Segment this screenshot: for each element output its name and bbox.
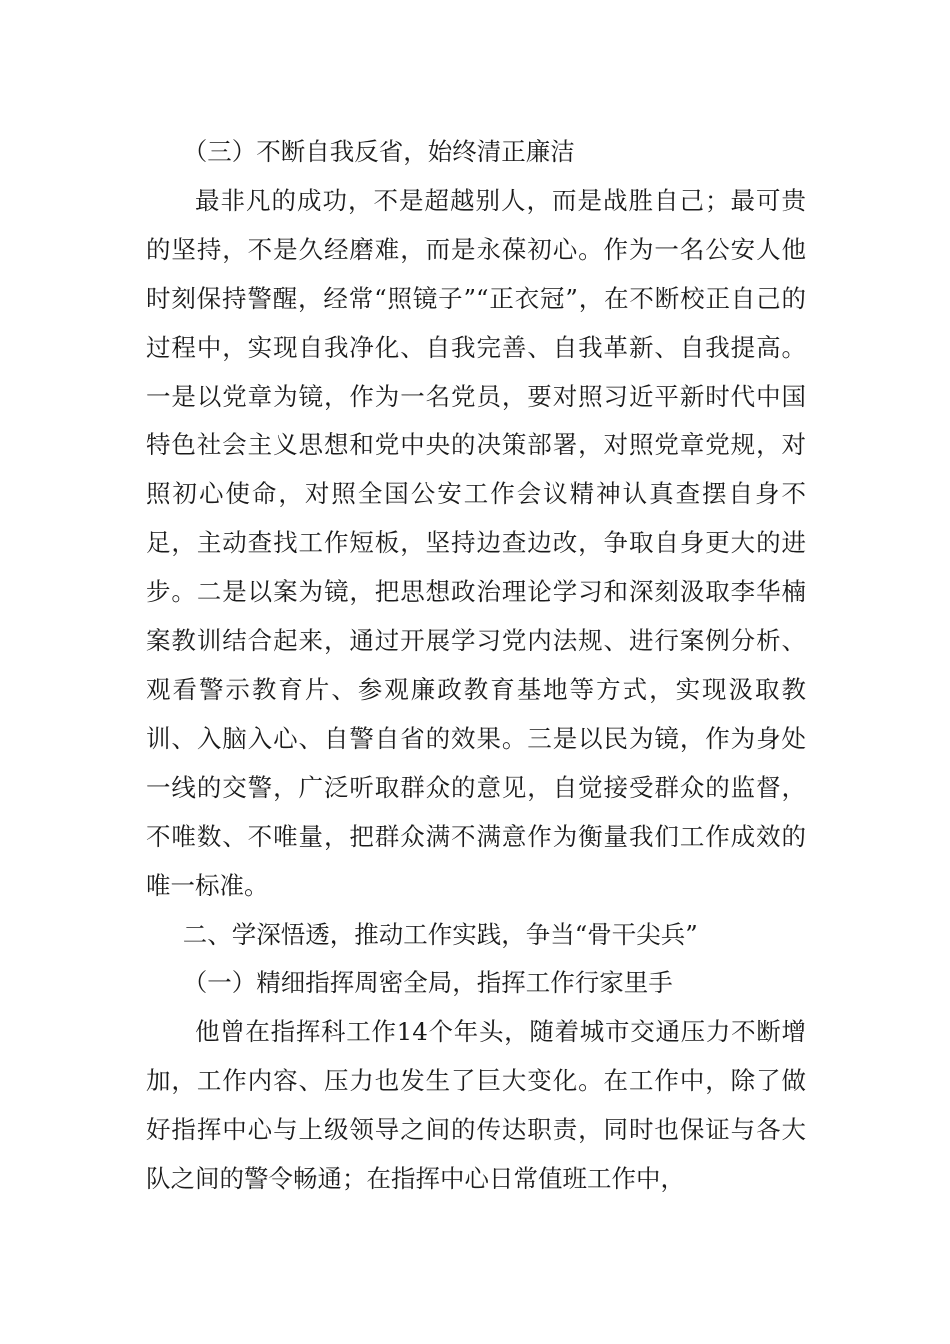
body-paragraph-command-work: 他曾在指挥科工作14个年头，随着城市交通压力不断增加，工作内容、压力也发生了巨大变化。在工作中，除了做好指挥中心与上级领导之间的传达职责，同时也保证与各大队之间的警令畅通；在指挥中心日常值班工作中， xyxy=(146,1017,806,1194)
body-paragraph-self-reflection: 最非凡的成功，不是超越别人，而是战胜自己；最可贵的坚持，不是久经磨难，而是永葆初心。作为一名公安人他时刻保持警醒，经常“照镜子”“正衣冠”，在不断校正自己的过程中，实现自我净化、自我完善、自我革新、自我提高。一是以党章为镜，作为一名党员，要对照习近平新时代中国特色社会主义思想和党中央的决策部署，对照党章党规，对照初心使命，对照全国公安工作会议精神认真查摆自身不足，主动查找工作短板，坚持边查边改，争取自身更大的进步。二是以案为镜，把思想政治理论学习和深刻汲取李华楠案教训结合起来，通过开展学习党内法规、进行案例分析、观看警示教育片、参观廉政教育基地等方式，实现汲取教训、入脑入心、自警自省的效果。三是以民为镜，作为身处一线的交警，广泛听取群众的意见，自觉接受群众的监督，不唯数、不唯量，把群众满不满意作为衡量我们工作成效的唯一标准。 xyxy=(146,185,806,900)
document-page xyxy=(146,128,806,1204)
chapter-heading-2: 二、学深悟透，推动工作实践，争当“骨干尖兵” xyxy=(182,919,698,949)
section-heading-1: （一）精细指挥周密全局，指挥工作行家里手 xyxy=(182,968,673,998)
section-heading-3: （三）不断自我反省，始终清正廉洁 xyxy=(182,137,575,166)
